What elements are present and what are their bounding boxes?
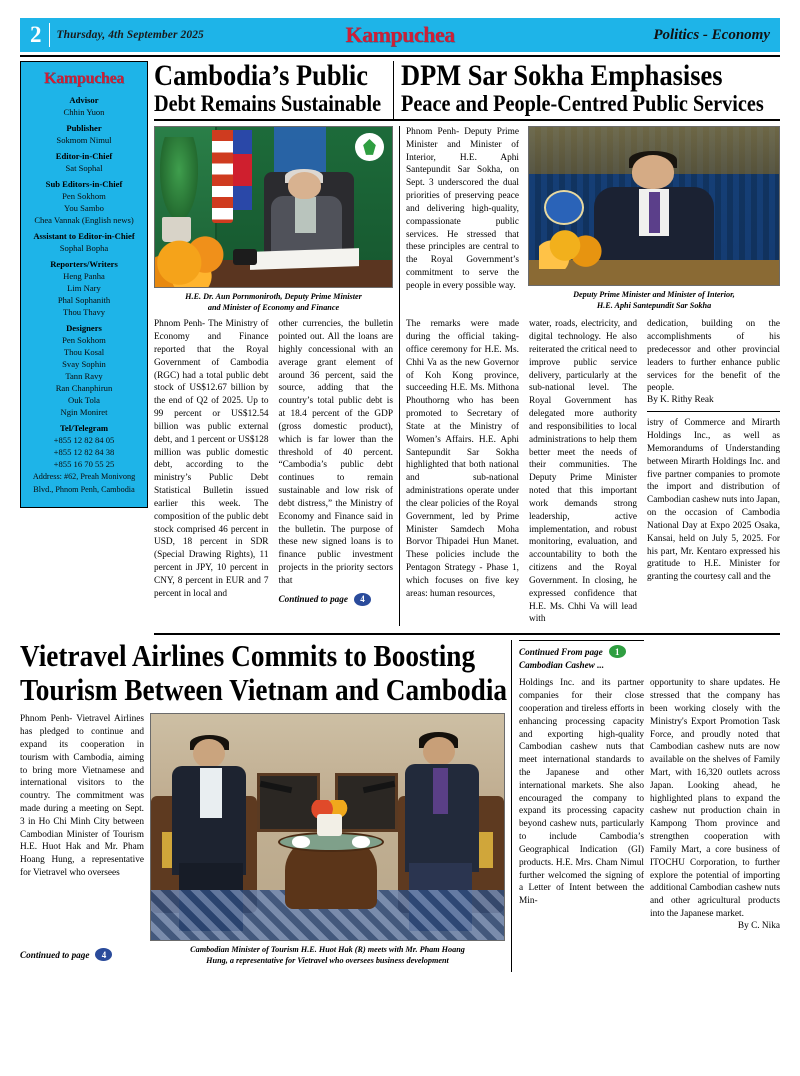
continued-link-vietravel[interactable] [20,948,144,961]
caption-line-1: Deputy Prime Minister and Minister of Interior, [573,290,735,299]
article-dpm-text-3: water, roads, electricity, and digital technology. He also reiterated the critical need to improve public service delivery, particularly at the sub-national level. The Royal Government has delegated more authority and responsibilities to local administrations to help them better meet the needs of their communities. The Deputy Prime Minister noted that this important work demands strong leadership, active implementation, and robust monitoring, evaluation, and accountability to both the citizens and the Royal Government. In closing, he expressed confidence that H.E. Ms. Chhi Va will lead with [529,319,637,625]
headline-vietravel-line2[interactable]: Tourism Between Vietnam and Cambodia [20,672,508,708]
article-cashew-text-2: opportunity to share updates. He stressed that the company has been working closely with the Ministry's Export Promotion Task Force, and proudly noted that Cambodian cashew nuts are now available on the shelves of Family Mart, with 16,320 outlets across Japan. Looking ahead, he highlighted plans to expand the cashew nut production chain in Kampong Thom province and strengthen cooperation with Family Mart, a core business of ITOCHU Corporation, to further explore the potential of importing additional Cambodian cashew nuts and other agricultural products into the Japanese market. [650,678,780,920]
masthead-role-designers: Designers [66,323,102,333]
article-dpm-column-4 [642,318,780,626]
article-debt-column-2 [274,318,394,605]
caption-line-2: and Minister of Economy and Finance [207,302,340,312]
kicker-rule [519,640,644,641]
continued-label: Continued to page [20,949,90,960]
masthead-name: Chea Vannak (English news) [34,215,134,225]
masthead-address-line-1: Address: #62, Preah Monivong [32,472,136,481]
newspaper-brand-title: Kampuchea [345,22,455,47]
article-vietravel-column-1 [20,713,150,941]
article-debt-column-1 [154,318,274,605]
masthead-name: Phal Sophanith [57,295,111,305]
masthead-logo: Kampuchea [44,70,124,87]
publication-date: Thursday, 4th September 2025 [56,29,204,41]
page-main [20,61,780,635]
masthead-sidebar [20,61,148,508]
masthead-name: Pen Sokhom [62,335,106,345]
interior-ministry-seal-icon [544,190,584,225]
headline-dpm[interactable] [394,61,800,119]
masthead-role-editor-in-chief: Editor-in-Chief [55,151,113,161]
masthead-name: Ran Chanphirun [55,383,113,393]
masthead-role-advisor: Advisor [69,95,99,105]
header-rule [20,55,780,57]
masthead-name: Chhin Yuon [63,107,105,117]
column-rule [647,411,780,412]
headline-debt-line2: Debt Remains Sustainable [154,91,382,116]
page-number: 2 [30,21,42,47]
headline-dpm-line2: Peace and People-Centred Public Services [401,91,764,116]
photo-caption-debt [154,288,393,318]
section-title: Politics - Economy [653,26,770,43]
article-dpm-column-1 [406,126,524,316]
masthead-phone[interactable]: +855 16 70 55 25 [53,459,115,469]
caption-line-2: Hung, a representative for Vietravel who oversees business development [206,955,449,965]
photo-sar-sokha [528,126,780,286]
article-dpm-text-2: The remarks were made during the official taking-office ceremony for H.E. Ms. Chhi Va as the new Governor of Koh Kong province, succeeding H.E. Ms. Mithona Phouthorng who has been promoted to Secretary of State at the Ministry of Women’s Affairs. H.E. Aphi Santepundit Sar Sokha highlighted that both national and sub-national administrations operate under the clear policies of the Royal Government, led by Prime Minister Samdech Moha Borvor Thipadei Hun Manet. These policies include the Pentagon Strategy - Phase 1, which focuses on five key areas: human resources, [406,319,519,599]
continued-page-badge: 4 [95,948,112,961]
masthead-name: Lim Nary [67,283,101,293]
ministry-emblem-icon [354,132,385,162]
article-dpm-column-2 [406,318,524,626]
continued-from-link-cashew[interactable] [519,645,780,658]
headline-vietravel-line1[interactable]: Vietravel Airlines Commits to Boosting [20,638,476,674]
masthead-address-line-2: Blvd., Phnom Penh, Cambodia [33,485,135,495]
masthead-name: Heng Panha [63,271,105,281]
article-dpm-column-3 [524,318,642,626]
continued-label: Continued to page [278,594,348,605]
masthead-name: You Sambo [64,203,104,213]
photo-block-dpm [524,126,780,316]
headline-debt-line1: Cambodia’s Public [154,59,368,92]
masthead-name: Thou Thavy [62,307,106,317]
continued-from-page-badge: 1 [609,645,626,658]
caption-line-1: H.E. Dr. Aun Pornmoniroth, Deputy Prime Minister [185,292,362,301]
masthead-role-sub-editors: Sub Editors-in-Chief [45,179,123,189]
byline-cashew: By C. Nika [737,920,780,931]
masthead-name: Sokmom Nimul [56,135,112,145]
masthead-name: Svay Sophin [62,359,106,369]
photo-huot-hak-meeting [150,713,505,941]
article-dpm-text-4: dedication, building on the accomplishments of his predecessor and other provincial leaders to further enhance public services for the benefit of the people. [647,319,780,394]
section-separator-rule [154,633,780,635]
masthead-name: Sophal Bopha [59,243,109,253]
headline-dpm-line1: DPM Sar Sokha Emphasises [401,59,723,92]
masthead-role-reporters: Reporters/Writers [50,259,118,269]
masthead-name: Tann Ravy [65,371,103,381]
masthead-role-assistant: Assistant to Editor-in-Chief [33,231,135,241]
masthead-name: Ouk Tola [68,395,100,405]
photo-caption-dpm [528,286,780,316]
masthead-name: Sat Sophal [65,163,103,173]
continued-page-badge: 4 [354,593,371,606]
masthead-name: Pen Sokhom [62,191,106,201]
article-dpm [400,126,780,626]
article-cashew-column-1 [519,677,650,931]
photo-block-vietravel [150,713,505,941]
article-cashew-text-1: Holdings Inc. and its partner companies for their close cooperation and tireless efforts in enhancing processing capacity and exporting high-quality Cambodian cashew nuts that meet international standards to the Japanese and other international markets. She also encouraged the company to expand its processing capacity beyond cashew nuts, particularly to include Cambodia’s Geographical Indication (GI) products. H.E. Mrs. Cham Nimul further welcomed the signing of a Letter of Intent between the Min- [519,678,644,907]
headline-row [154,61,780,121]
article-cashew-kicker: Cambodian Cashew ... [519,660,605,671]
continued-link-debt[interactable] [279,593,394,606]
top-articles-columns [154,126,780,626]
masthead-role-publisher: Publisher [66,123,102,133]
byline-dpm: By K. Rithy Reak [647,395,714,406]
article-cashew-column-2 [650,677,780,931]
page-header-bar [20,18,780,52]
article-debt [154,126,400,626]
content-area [154,61,780,635]
masthead-phone[interactable]: +855 12 82 84 38 [53,447,115,457]
bottom-section [20,640,780,971]
article-cashew [512,640,780,971]
article-cashew-text-top: istry of Commerce and Mirarth Holdings Inc., as well as Memorandums of Understanding between Mirarth Holdings Inc. and five partner companies to promote the import and distribution of Cambodian cashew nuts into Japan, on the occasion of Cambodia National Day at Expo 2025 Osaka, Kansai, held on July 5, 2025. For his part, Mr. Kentaro expressed his gratitude to H.E. Minister for granting the courtesy call and the [647,418,780,583]
masthead-phone[interactable]: +855 12 82 84 05 [53,435,115,445]
continued-from-label: Continued From page [519,646,603,657]
article-debt-text-2: other currencies, the bulletin pointed out. All the loans are highly concessional with an average grant element of around 36 percent, said the source, adding that the country’s total public debt is at 18.4 percent of the GDP (gross domestic product), which is far lower than the threshold of 40 percent. “Cambodia’s public debt continues to remain sustainable and low risk of debt distress,” the Ministry of Economy and Finance said in the bulletin. The purpose of these new signed loans is to finance public investment projects in the priority sectors that [278,319,393,586]
headline-debt[interactable] [154,61,394,119]
masthead-name: Ngin Moniret [60,407,108,417]
masthead-role-contact: Tel/Telegram [59,423,109,433]
caption-line-2: H.E. Aphi Santepundit Sar Sokha [596,300,712,310]
caption-line-1: Cambodian Minister of Tourism H.E. Huot Hak (R) meets with Mr. Pham Hoang [190,945,465,955]
masthead-name: Thou Kosal [63,347,105,357]
article-vietravel-text-1: Phnom Penh- Vietravel Airlines has pledged to continue and expand its cooperation in tourism with Cambodia, aiming to bring more Vietnamese and international visitors to the country. The commitment was made during a meeting on Sept. 3 in Ho Chi Minh City between Cambodian Minister of Tourism H.E. Huot Hak and Mr. Pham Hoang Hung, a representative for Vietravel who oversees [20,714,144,879]
article-dpm-text-1: Phnom Penh- Deputy Prime Minister and Minister of Interior, H.E. Aphi Santepundit Sar Sokha, on Sept. 3 underscored the dual priorities of preserving peace and delivering high-quality, compassionate public services. He stressed that these principles are central to the Royal Government’s commitment to serve the people in every possible way. [406,127,519,291]
article-vietravel [20,640,512,971]
photo-caption-vietravel [150,943,505,971]
photo-aun-pornmoniroth [154,126,393,288]
article-debt-text-1: Phnom Penh- The Ministry of Economy and Finance reported that the Royal Government of Cambodia (RGC) had a total public debt stock of US$12.67 billion by the end of Q2 of 2025. Up to 99 percent or US$12.54 billion was public external debt, and 1 percent or US$128 million was public domestic debt, according to the ministry’s Public Debt Statistical Bulletin issued earlier this week. The composition of the public debt stock comprised 46 percent in USD, 18 percent in SDR (Special Drawing Rights), 11 percent in JPY, 10 percent in CNY, 8 percent in EUR and 7 percent in local and [154,319,269,599]
